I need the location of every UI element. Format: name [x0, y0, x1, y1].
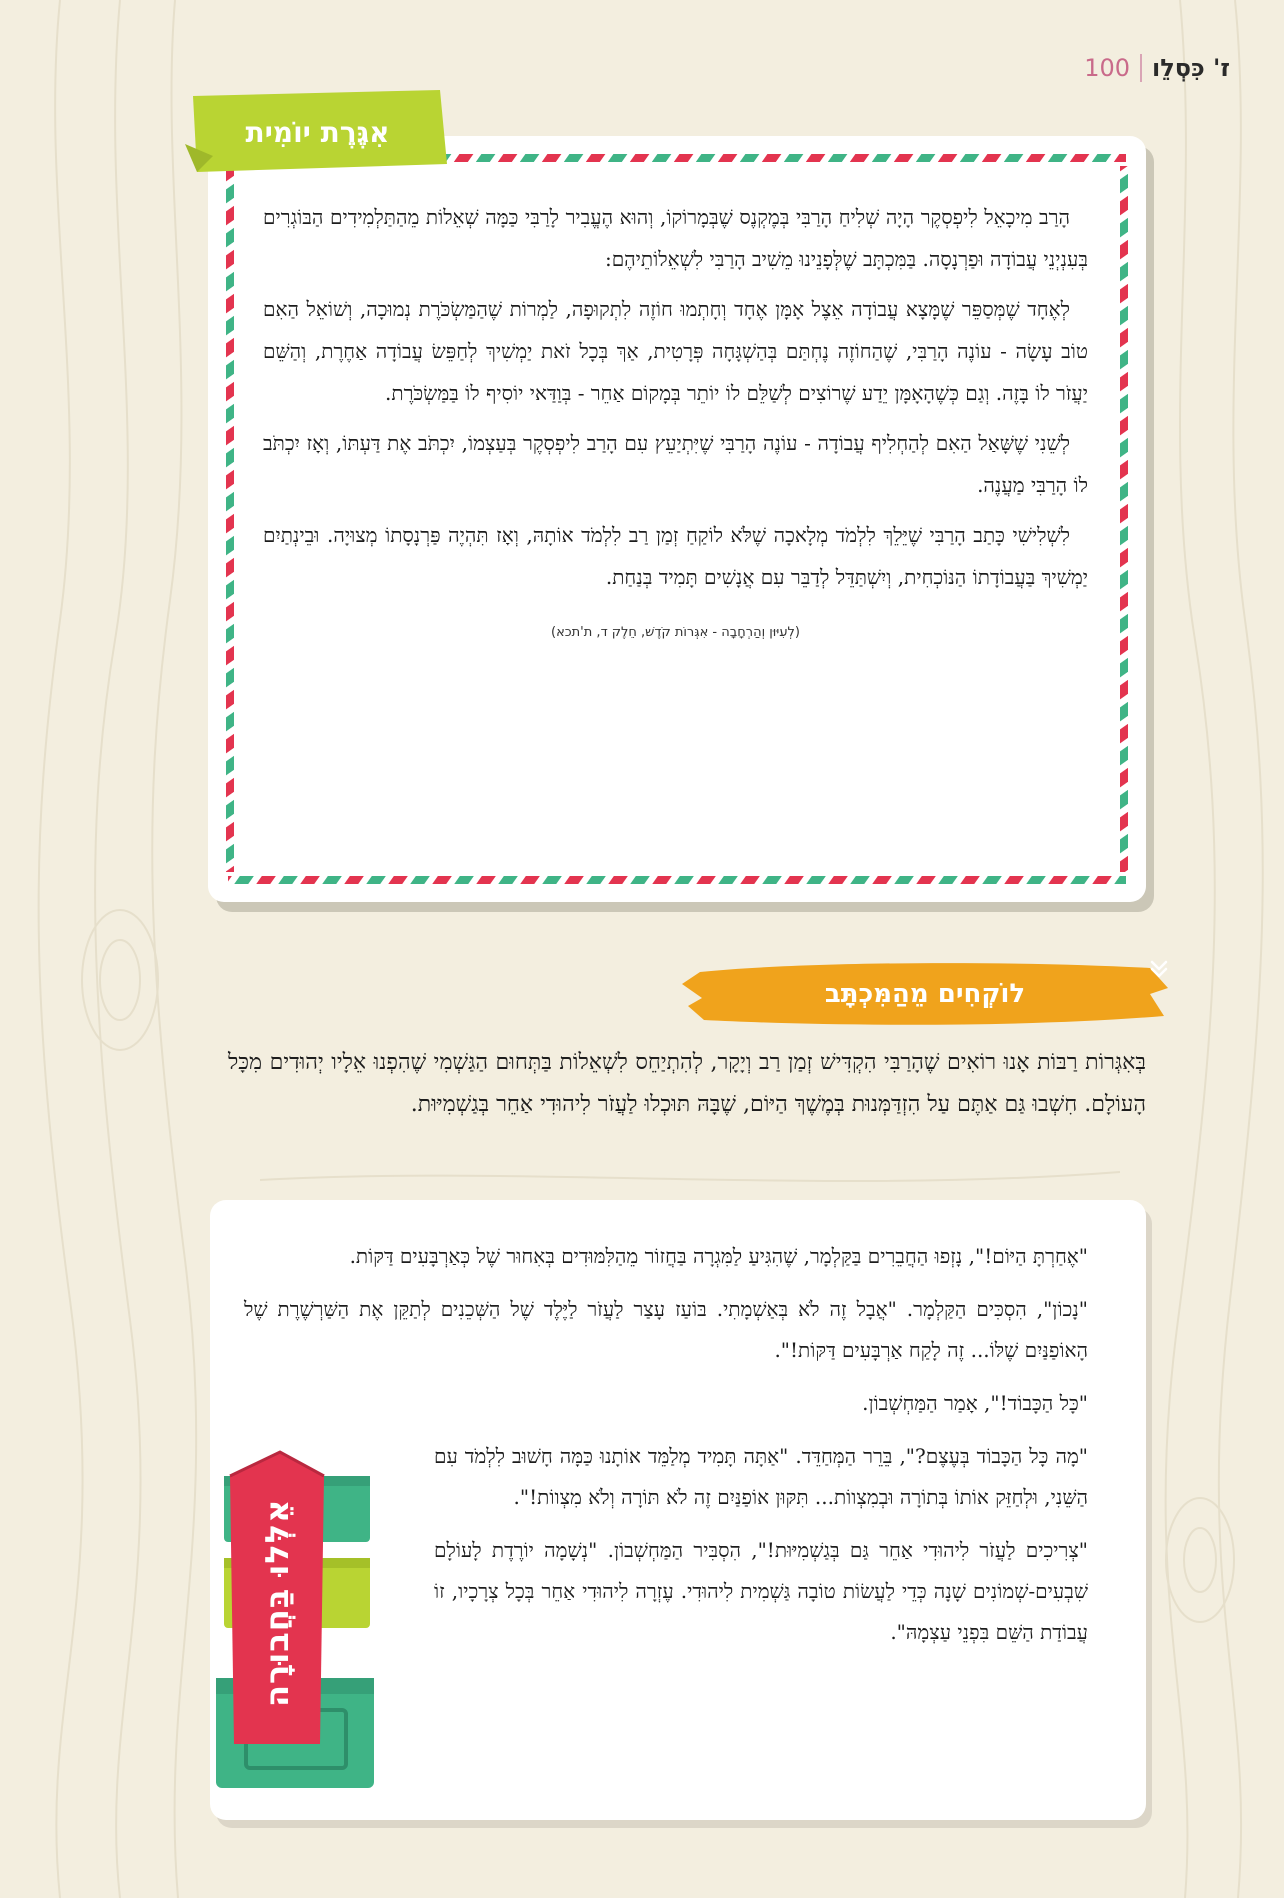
page-date: ז' כִּסְלֵו	[1152, 54, 1230, 82]
letter-paragraph: לְאֶחָד שֶׁמְּסַפֵּר שֶׁמָּצָא עֲבוֹדָה אֵצֶל אָמָּן אֶחָד וְחָתְמוּ חוֹזֶה לִתְקוּפָה, לַמְרוֹת שֶׁהַמַּשְׂכֹּרֶת נְמוּכָה, וְשׁוֹאֵל הַאִם טוֹב עָשָׂה - עוֹנֶה הָרַבִּי, שֶׁהַחוֹזֶה נֶחְתַּם בְּהַשְׁגָּחָה פְּרָטִית, אַךְ בְּכָל זֹאת יַמְשִׁיךְ לְחַפֵּשׂ עֲבוֹדָה אַחֶרֶת, וְהַשֵּׁם יַעֲזֹר לוֹ בָּזֶה. וְגַם כְּשֶׁהָאָמָּן יֵדַע שֶׁרוֹצִים לְשַׁלֵּם לוֹ יוֹתֵר בְּמָקוֹם אַחֵר - בְּוַדַּאי יוֹסִיף לוֹ בַּמַּשְׂכֹּרֶת.	[263, 297, 1088, 405]
story-paragraph: "צְרִיכִים לַעֲזֹר לִיהוּדִי אַחֵר גַּם בְּגַשְׁמִיּוּת!", הִסְבִּיר הַמַּחְשְׁבוֹן. "נְשָׁמָה יוֹרֶדֶת לָעוֹלָם שִׁבְעִים-שְׁמוֹנִים שָׁנָה כְּדֵי לַעֲשׂוֹת טוֹבָה גַּשְׁמִית לִיהוּדִי. עֶזְרָה לִיהוּדִי אַחֵר בְּכָל צְרָכָיו, זוֹ עֲבוֹדַת הַשֵּׁם בִּפְנֵי עַצְמָהּ".	[434, 1538, 1088, 1644]
letter-card	[208, 136, 1146, 902]
story-paragraph: "מָה כָּל הַכָּבוֹד בְּעֶצֶם?", בֵּרֵר הַמְּחַדֵּד. "אַתָּה תָּמִיד מְלַמֵּד אוֹתָנוּ כַּמָּה חָשׁוּב לִלְמֹד עִם הַשֵּׁנִי, וּלְחַזֵּק אוֹתוֹ בְּתוֹרָה וּבְמִצְווֹת... תִּקּוּן אוֹפַנַּיִם זֶה לֹא תּוֹרָה וְלֹא מִצְווֹת!".	[434, 1444, 1088, 1509]
header-divider	[1140, 54, 1142, 82]
lessons-paragraph: בְּאִגְּרוֹת רַבּוֹת אָנוּ רוֹאִים שֶׁהָרַבִּי הִקְדִּישׁ זְמַן רַב וְיָקָר, לְהִתְיַחֵס לִשְׁאֵלוֹת בַּתְּחוּם הַגַּשְׁמִי שֶׁהִפְנוּ אֵלָיו יְהוּדִים מִכָּל הָעוֹלָם. חִשְׁבוּ גַּם אַתֶּם עַל הִזְדַּמְּנוּת בְּמֶשֶׁךְ הַיּוֹם, שֶׁבָּהּ תּוּכְלוּ לַעֲזֹר לִיהוּדִי אַחֵר בְּגַשְׁמִיּוּת.	[228, 1050, 1146, 1117]
letter-paragraph: לְשֵׁנִי שֶׁשָּׁאַל הַאִם לְהַחְלִיף עֲבוֹדָה - עוֹנֶה הָרַבִּי שֶׁיִּתְיַעֵץ עִם הָרַב לִיפְסְקֶר בְּעַצְמוֹ, יִכְתֹּב אֶת דַּעְתּוֹ, וְאָז יִכְתֹּב לוֹ הָרַבִּי מַעֲנֶה.	[263, 431, 1088, 497]
page-number: 100	[1084, 54, 1131, 82]
page-header	[1010, 48, 1230, 88]
story-paragraph: "נָכוֹן", הִסְכִּים הַקַּלְמָר. "אֲבָל זֶה לֹא בְּאַשְׁמָתִי. בּוֹעַז עָצַר לַעֲזֹר לַיֶּלֶד שֶׁל הַשְּׁכֵנִים לְתַקֵּן אֶת הַשַּׁרְשֶׁרֶת שֶׁל הָאוֹפַנַּיִם שֶׁלּוֹ... זֶה לָקַח אַרְבָּעִים דַּקּוֹת!".	[244, 1297, 1088, 1362]
story-paragraph: "כָּל הַכָּבוֹד!", אָמַר הַמַּחְשְׁבוֹן.	[862, 1391, 1088, 1415]
letter-paragraph: לִשְׁלִישִׁי כָּתַב הָרַבִּי שֶׁיֵּלֵךְ לִלְמֹד מְלָאכָה שֶׁלֹּא לוֹקַחַ זְמַן רַב לִלְמֹד אוֹתָהּ, וְאָז תִּהְיֶה פַּרְנָסָתוֹ מְצוּיָה. וּבֵינְתַיִם יַמְשִׁיךְ בַּעֲבוֹדָתוֹ הַנּוֹכְחִית, וְיִשְׁתַּדֵּל לְדַבֵּר עִם אֲנָשִׁים תָּמִיד בְּנַחַת.	[263, 523, 1088, 589]
lessons-banner	[680, 958, 1170, 1030]
ribbon-label: אֵלְּלוּ בַּחֲבוּרָה	[258, 1498, 296, 1708]
letter-body	[263, 196, 1088, 654]
story-paragraph: "אֶחַרְתָּ הַיּוֹם!", נָזְפוּ הַחֲבֵרִים בַּקַּלְמָר, שֶׁהִגִּיעַ לַמִּגְרָה בַּחֲזוֹר מֵהַלִּמּוּדִים בְּאִחוּר שֶׁל כְּאַרְבָּעִים דַּקּוֹת.	[349, 1244, 1088, 1268]
letter-paragraph: הָרַב מִיכָאֵל לִיפְסְקֶר הָיָה שְׁלִיחַ הָרַבִּי בְּמֶקְנֶס שֶׁבְּמָרוֹקוֹ, וְהוּא הֶעֱבִיר לָרַבִּי כַּמָּה שְׁאֵלוֹת מֵהַתַּלְמִידִים הַבּוֹגְרִים בְּעִנְיְנֵי עֲבוֹדָה וּפַרְנָסָה. בַּמִּכְתָּב שֶׁלְּפָנֵינוּ מֵשִׁיב הָרַבִּי לִשְׁאֵלוֹתֵיהֶם:	[263, 205, 1088, 271]
chevron-down-icon	[1148, 958, 1170, 980]
story-ribbon	[224, 1448, 330, 1748]
letter-title-tag	[185, 86, 450, 176]
letter-title: אִגֶּרֶת יוֹמִית	[245, 115, 390, 149]
letter-source: (לְעִיּוּן וְהַרְחָבָה - אִגְּרוֹת קֹדֶשׁ, חֵלֶק ד, ת'תכא)	[551, 625, 800, 640]
lessons-title: לוֹקְחִים מֵהַמִּכְתָּב	[824, 979, 1026, 1009]
